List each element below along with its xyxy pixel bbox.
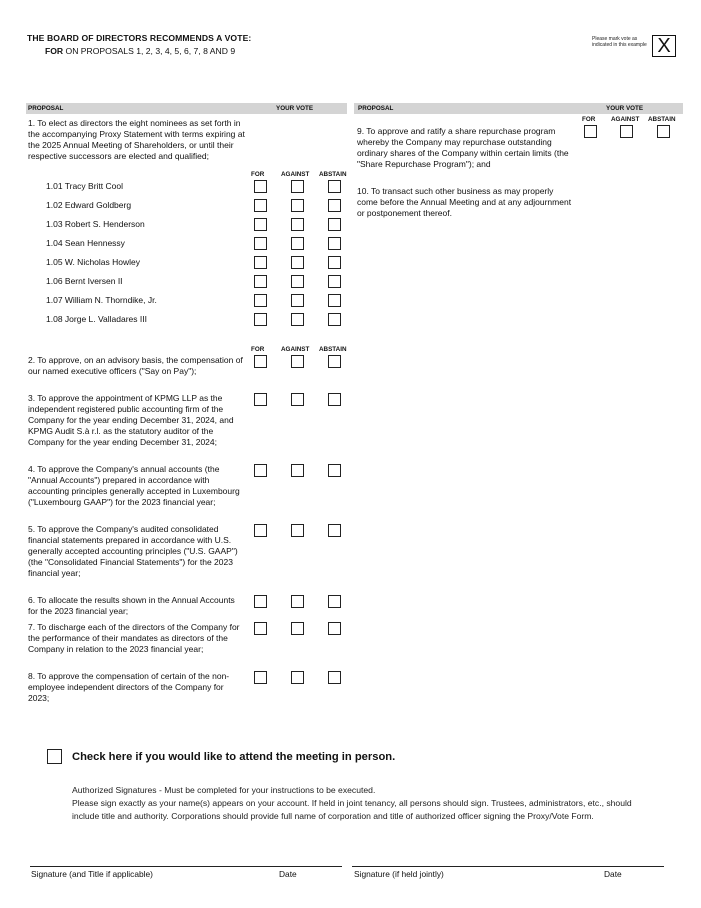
left-proposal-heading: PROPOSAL	[28, 105, 64, 112]
mark-example-box: X	[652, 35, 676, 57]
proposal-6-text: 6. To allocate the results shown in the Annual Accounts for the 2023 financial year;	[28, 595, 235, 616]
p2-for-heading: FOR	[251, 346, 265, 353]
date-2-label: Date	[604, 869, 622, 879]
proposal-5-abstain-checkbox[interactable]	[328, 524, 341, 537]
proposal-3-abstain-checkbox[interactable]	[328, 393, 341, 406]
board-recommendation-title: THE BOARD OF DIRECTORS RECOMMENDS A VOTE:	[27, 33, 252, 43]
nominee-1.03: 1.03 Robert S. Henderson	[46, 219, 145, 229]
signature-1-label: Signature (and Title if applicable)	[31, 869, 153, 879]
proposal-8-for-checkbox[interactable]	[254, 671, 267, 684]
nominee-1.01-for-checkbox[interactable]	[254, 180, 267, 193]
proposals-list: ON PROPOSALS 1, 2, 3, 4, 5, 6, 7, 8 AND 9	[65, 46, 236, 56]
proposal-6-abstain-checkbox[interactable]	[328, 595, 341, 608]
left-your-vote-heading: YOUR VOTE	[276, 105, 314, 112]
p9-for-heading: FOR	[582, 116, 596, 123]
nominee-1.05: 1.05 W. Nicholas Howley	[46, 257, 141, 267]
proposal-3-against-checkbox[interactable]	[291, 393, 304, 406]
right-table-header	[354, 103, 683, 114]
proposal-7-abstain-checkbox[interactable]	[328, 622, 341, 635]
proposal-4-abstain-checkbox[interactable]	[328, 464, 341, 477]
date-1-label: Date	[279, 869, 297, 879]
proposal-5-against-checkbox[interactable]	[291, 524, 304, 537]
proposal-6-for-checkbox[interactable]	[254, 595, 267, 608]
proposal-9-text: 9. To approve and ratify a share repurchase program whereby the Company may repurchase outstanding ordinary shares of the Company within certain limits (the "Share Repurchase Program"); and	[357, 126, 569, 169]
nominee-1.06-for-checkbox[interactable]	[254, 275, 267, 288]
nominee-1.08-abstain-checkbox[interactable]	[328, 313, 341, 326]
nominee-1.03-against-checkbox[interactable]	[291, 218, 304, 231]
signature-instructions-line2: Please sign exactly as your name(s) appears on your account. If held in joint tenancy, all persons should sign. Trustees, administrators, etc., should include title and authority. Corporations should provide full name of corporation and title of authorized officer signing the Proxy/Vote Form.	[72, 798, 632, 821]
nominee-1.08-against-checkbox[interactable]	[291, 313, 304, 326]
p1-against-heading: AGAINST	[281, 171, 310, 178]
p1-for-heading: FOR	[251, 171, 265, 178]
proposal-8-text: 8. To approve the compensation of certain of the non-employee independent directors of the Company for 2023;	[28, 671, 230, 703]
attend-in-person-checkbox[interactable]	[47, 749, 62, 764]
signature-line-1[interactable]	[30, 866, 342, 867]
board-recommendation-subtitle	[45, 46, 235, 56]
proposal-5-for-checkbox[interactable]	[254, 524, 267, 537]
nominee-1.02-for-checkbox[interactable]	[254, 199, 267, 212]
proposal-2-text: 2. To approve, on an advisory basis, the compensation of our named executive officers ("Say on Pay");	[28, 355, 243, 376]
proposal-2-against-checkbox[interactable]	[291, 355, 304, 368]
proposal-3-text: 3. To approve the appointment of KPMG LLP as the independent registered public accounting firm of the Company for the year ending December 31, 2024, and KPMG Audit S.à r.l. as the statutory auditor of the Company for the year ending December 31, 2024;	[28, 393, 234, 447]
nominee-1.03-abstain-checkbox[interactable]	[328, 218, 341, 231]
nominee-1.07-against-checkbox[interactable]	[291, 294, 304, 307]
nominee-1.07-abstain-checkbox[interactable]	[328, 294, 341, 307]
nominee-1.08: 1.08 Jorge L. Valladares III	[46, 314, 147, 324]
nominee-1.01-abstain-checkbox[interactable]	[328, 180, 341, 193]
proposal-9-abstain-checkbox[interactable]	[657, 125, 670, 138]
proposal-1-text: 1. To elect as directors the eight nominees as set forth in the accompanying Proxy Statement with terms expiring at the 2025 Annual Meeting of Shareholders, or until their respective successors are elected and qualified;	[28, 118, 245, 161]
proposal-7-for-checkbox[interactable]	[254, 622, 267, 635]
signature-instructions-line1: Authorized Signatures - Must be completed for your instructions to be executed.	[72, 785, 376, 795]
nominee-1.05-abstain-checkbox[interactable]	[328, 256, 341, 269]
proposal-8-abstain-checkbox[interactable]	[328, 671, 341, 684]
right-proposal-heading: PROPOSAL	[358, 105, 394, 112]
nominee-1.07: 1.07 William N. Thorndike, Jr.	[46, 295, 157, 305]
mark-example-note: Please mark vote as indicated in this example	[592, 36, 647, 48]
nominee-1.02-abstain-checkbox[interactable]	[328, 199, 341, 212]
nominee-1.05-against-checkbox[interactable]	[291, 256, 304, 269]
nominee-1.04-abstain-checkbox[interactable]	[328, 237, 341, 250]
for-word: FOR	[45, 46, 64, 56]
proposal-2-abstain-checkbox[interactable]	[328, 355, 341, 368]
nominee-1.04-for-checkbox[interactable]	[254, 237, 267, 250]
nominee-1.01: 1.01 Tracy Britt Cool	[46, 181, 124, 191]
nominee-1.06: 1.06 Bernt Iversen II	[46, 276, 123, 286]
nominee-1.06-against-checkbox[interactable]	[291, 275, 304, 288]
p9-abstain-heading: ABSTAIN	[648, 116, 676, 123]
attend-in-person-label: Check here if you would like to attend the meeting in person.	[72, 751, 396, 763]
p9-against-heading: AGAINST	[611, 116, 640, 123]
proposal-10-text: 10. To transact such other business as may properly come before the Annual Meeting and at any adjournment or postponement thereof.	[357, 186, 572, 218]
proposal-8-against-checkbox[interactable]	[291, 671, 304, 684]
proposal-9-against-checkbox[interactable]	[620, 125, 633, 138]
nominee-1.01-against-checkbox[interactable]	[291, 180, 304, 193]
proposal-4-for-checkbox[interactable]	[254, 464, 267, 477]
proposal-2-for-checkbox[interactable]	[254, 355, 267, 368]
nominee-1.03-for-checkbox[interactable]	[254, 218, 267, 231]
nominee-1.06-abstain-checkbox[interactable]	[328, 275, 341, 288]
nominee-1.08-for-checkbox[interactable]	[254, 313, 267, 326]
p1-abstain-heading: ABSTAIN	[319, 171, 347, 178]
signature-line-2[interactable]	[352, 866, 664, 867]
nominee-1.02-against-checkbox[interactable]	[291, 199, 304, 212]
proposal-7-text: 7. To discharge each of the directors of the Company for the performance of their mandates as directors of the Company in relation to the 2023 financial year;	[28, 622, 240, 654]
signature-2-label: Signature (if held jointly)	[354, 869, 444, 879]
signature-instructions	[72, 784, 632, 823]
nominee-1.07-for-checkbox[interactable]	[254, 294, 267, 307]
proposal-9-for-checkbox[interactable]	[584, 125, 597, 138]
proposal-3-for-checkbox[interactable]	[254, 393, 267, 406]
nominee-1.04-against-checkbox[interactable]	[291, 237, 304, 250]
proposal-6-against-checkbox[interactable]	[291, 595, 304, 608]
nominee-1.02: 1.02 Edward Goldberg	[46, 200, 132, 210]
left-table-header	[26, 103, 347, 114]
proposal-4-against-checkbox[interactable]	[291, 464, 304, 477]
proposal-4-text: 4. To approve the Company's annual accounts (the "Annual Accounts") prepared in accordance with accounting principles generally accepted in Luxembourg ("Luxembourg GAAP") for the 2023 financial year;	[28, 464, 240, 507]
nominee-1.04: 1.04 Sean Hennessy	[46, 238, 125, 248]
proposal-7-against-checkbox[interactable]	[291, 622, 304, 635]
p2-against-heading: AGAINST	[281, 346, 310, 353]
proposal-5-text: 5. To approve the Company's audited consolidated financial statements prepared in accordance with U.S. generally accepted accounting principles ("U.S. GAAP") (the "Consolidated Financial Statements") for the 2023 financial year;	[28, 524, 238, 578]
nominee-1.05-for-checkbox[interactable]	[254, 256, 267, 269]
right-your-vote-heading: YOUR VOTE	[606, 105, 644, 112]
p2-abstain-heading: ABSTAIN	[319, 346, 347, 353]
